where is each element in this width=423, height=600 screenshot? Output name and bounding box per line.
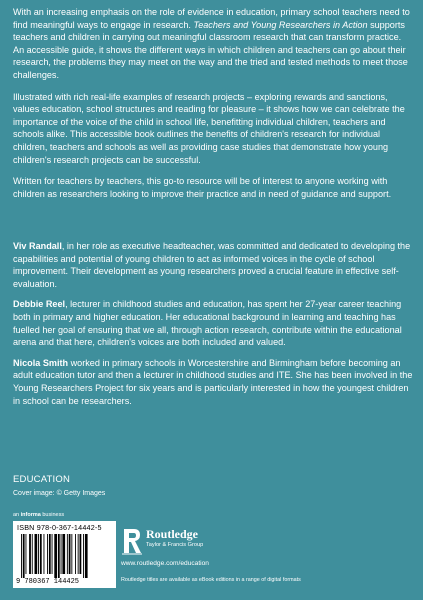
author-name: Viv Randall [13, 241, 62, 251]
informa-brand: informa [20, 512, 41, 518]
publisher-name: Routledge [146, 527, 198, 541]
description-paragraph-3: Written for teachers by teachers, this go-to resource will be of interest to anyone working with children as researchers looking to improve their practice and in need of guidance and support. [13, 176, 392, 199]
description-text: supports teachers and children in carrying out meaningful classroom research that can transform practice. An accessible guide, it shows the different ways in which children and teachers can go about their research, the problems they may meet on the way and the tried and tested methods to meet those challenges. [13, 19, 408, 80]
author-name: Debbie Reel [13, 299, 66, 310]
subject-category: EDUCATION [13, 474, 71, 485]
isbn-barcode-panel [13, 521, 116, 588]
ebook-availability-note: Routledge titles are available as eBook editions in a range of digital formats [121, 577, 301, 583]
description-text: With an increasing emphasis on the role of evidence in education, primary school teachers need to find meaningful ways to engage in research. [13, 7, 410, 30]
informa-business-label: an informa business [13, 512, 65, 518]
book-description [13, 6, 413, 209]
author-bio-text: , lecturer in childhood studies and education, has spent her 27-year career teaching both in primary and higher education. Her educational background in learning and teaching has fuelled her goal of ensuring that we all, through action research, contribute within the educational arena and that here, children's voices are both included and valued. [13, 299, 402, 348]
publisher-url[interactable]: www.routledge.com/education [121, 560, 209, 567]
author-bio [13, 357, 413, 407]
barcode-icon [21, 534, 113, 578]
book-title-italic: Teachers and Young Researchers in Action [193, 19, 368, 30]
description-paragraph-1 [13, 6, 413, 82]
author-name: Nicola Smith [13, 357, 69, 368]
isbn-text: ISBN 978-0-367-14442-5 [17, 523, 102, 532]
author-bio [13, 298, 413, 348]
barcode-digits: 9 780367 144425 [16, 578, 80, 586]
publisher-group: Taylor & Francis Group [146, 542, 204, 548]
author-bio [13, 240, 413, 290]
author-bio-text: , in her role as executive headteacher, was committed and dedicated to developing the capabilities and potential of young children to act as informed voices in the cycle of school improvement. Their development as young researchers proved a crucial feature in effective self-evaluation. [13, 241, 411, 289]
routledge-logo-icon [121, 527, 143, 555]
description-paragraph-2: Illustrated with rich real-life examples of research projects – exploring rewards and sanctions, values education, school structures and reading for pleasure – it shows how we can celebrate the importance of the voice of the child in school life, benefitting individual children, teachers and schools alike. This accessible book outlines the benefits of children's research for individual children, teachers and schools as well as providing case studies that demonstrate how young children's research projects can be successful. [13, 91, 405, 165]
author-bio-text: worked in primary schools in Worcestershire and Birmingham before becoming an adult education tutor and then a lecturer in childhood studies and ITE. She has been involved in the Young Researchers Project for six years and is particularly interested in how the youngest children in school can be researchers. [13, 357, 413, 406]
cover-image-credit: Cover image: © Getty Images [13, 490, 106, 497]
author-bios [13, 240, 413, 415]
